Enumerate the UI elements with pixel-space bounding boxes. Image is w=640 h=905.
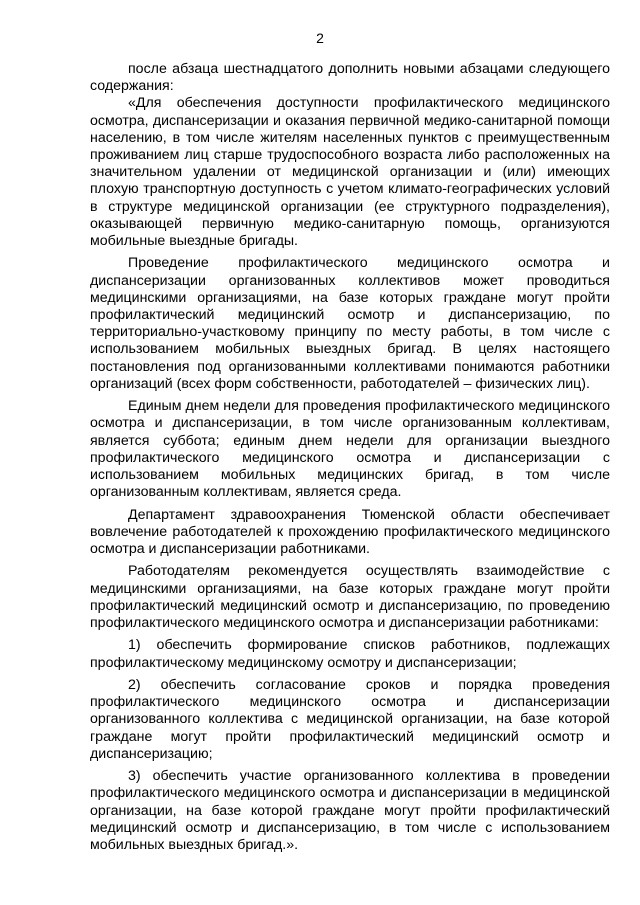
paragraph-mobile-brigades: «Для обеспечения доступности профилактического медицинского осмотра, диспансеризации и оказания первичной медико-санитарной помощи населению, в том числе жителям населенных пунктов с преимущественным проживанием лиц старше трудоспособного возраста либо расположенных на значительном удалении от медицинской организации и (или) имеющих плохую транспортную доступность с учетом климато-географических условий в структуре медицинской организации (ее структурного подразделения), оказывающей первичную медико-санитарную помощь, организуются мобильные выездные бригады. bbox=[90, 95, 610, 250]
list-item-1: 1) обеспечить формирование списков работников, подлежащих профилактическому медицинскому осмотру и диспансеризации; bbox=[90, 637, 610, 671]
list-item-2: 2) обеспечить согласование сроков и порядка проведения профилактического медицинского осмотра и диспансеризации организованного коллектива с медицинской организации, на базе которой граждане могут пройти профилактический медицинский осмотр и диспансеризацию; bbox=[90, 677, 610, 762]
paragraph-department: Департамент здравоохранения Тюменской области обеспечивает вовлечение работодателей к прохождению профилактического медицинского осмотра и диспансеризации работниками. bbox=[90, 506, 610, 558]
paragraph-single-day: Единым днем недели для проведения профилактического медицинского осмотра и диспансеризации, в том числе организованным коллективам, является суббота; единым днем недели для организации выездного профилактического медицинского осмотра и диспансеризации с использованием мобильных медицинских бригад, в том числе организованным коллективам, является среда. bbox=[90, 398, 610, 501]
document-body bbox=[90, 61, 610, 859]
paragraph-organized-collectives: Проведение профилактического медицинского осмотра и диспансеризации организованных коллективов может проводиться медицинскими организациями, на базе которых граждане могут пройти профилактический медицинский осмотр и диспансеризацию, по территориально-участковому принципу по месту работы, в том числе с использованием мобильных выездных бригад. В целях настоящего постановления под организованными коллективами понимаются работники организаций (всех форм собственности, работодателей – физических лиц). bbox=[90, 255, 610, 392]
page-number: 2 bbox=[316, 30, 324, 46]
list-item-3: 3) обеспечить участие организованного коллектива в проведении профилактического медицинского осмотра и диспансеризации в медицинской организации, на базе которой граждане могут пройти профилактический медицинский осмотр и диспансеризацию, в том числе с использованием мобильных выездных бригад.». bbox=[90, 768, 610, 854]
paragraph-employers: Работодателям рекомендуется осуществлять взаимодействие с медицинскими организациями, на базе которых граждане могут пройти профилактический медицинский осмотр и диспансеризацию, по проведению профилактического медицинского осмотра и диспансеризации работниками: bbox=[90, 563, 610, 632]
paragraph-intro: после абзаца шестнадцатого дополнить новыми абзацами следующего содержания: bbox=[90, 61, 610, 95]
